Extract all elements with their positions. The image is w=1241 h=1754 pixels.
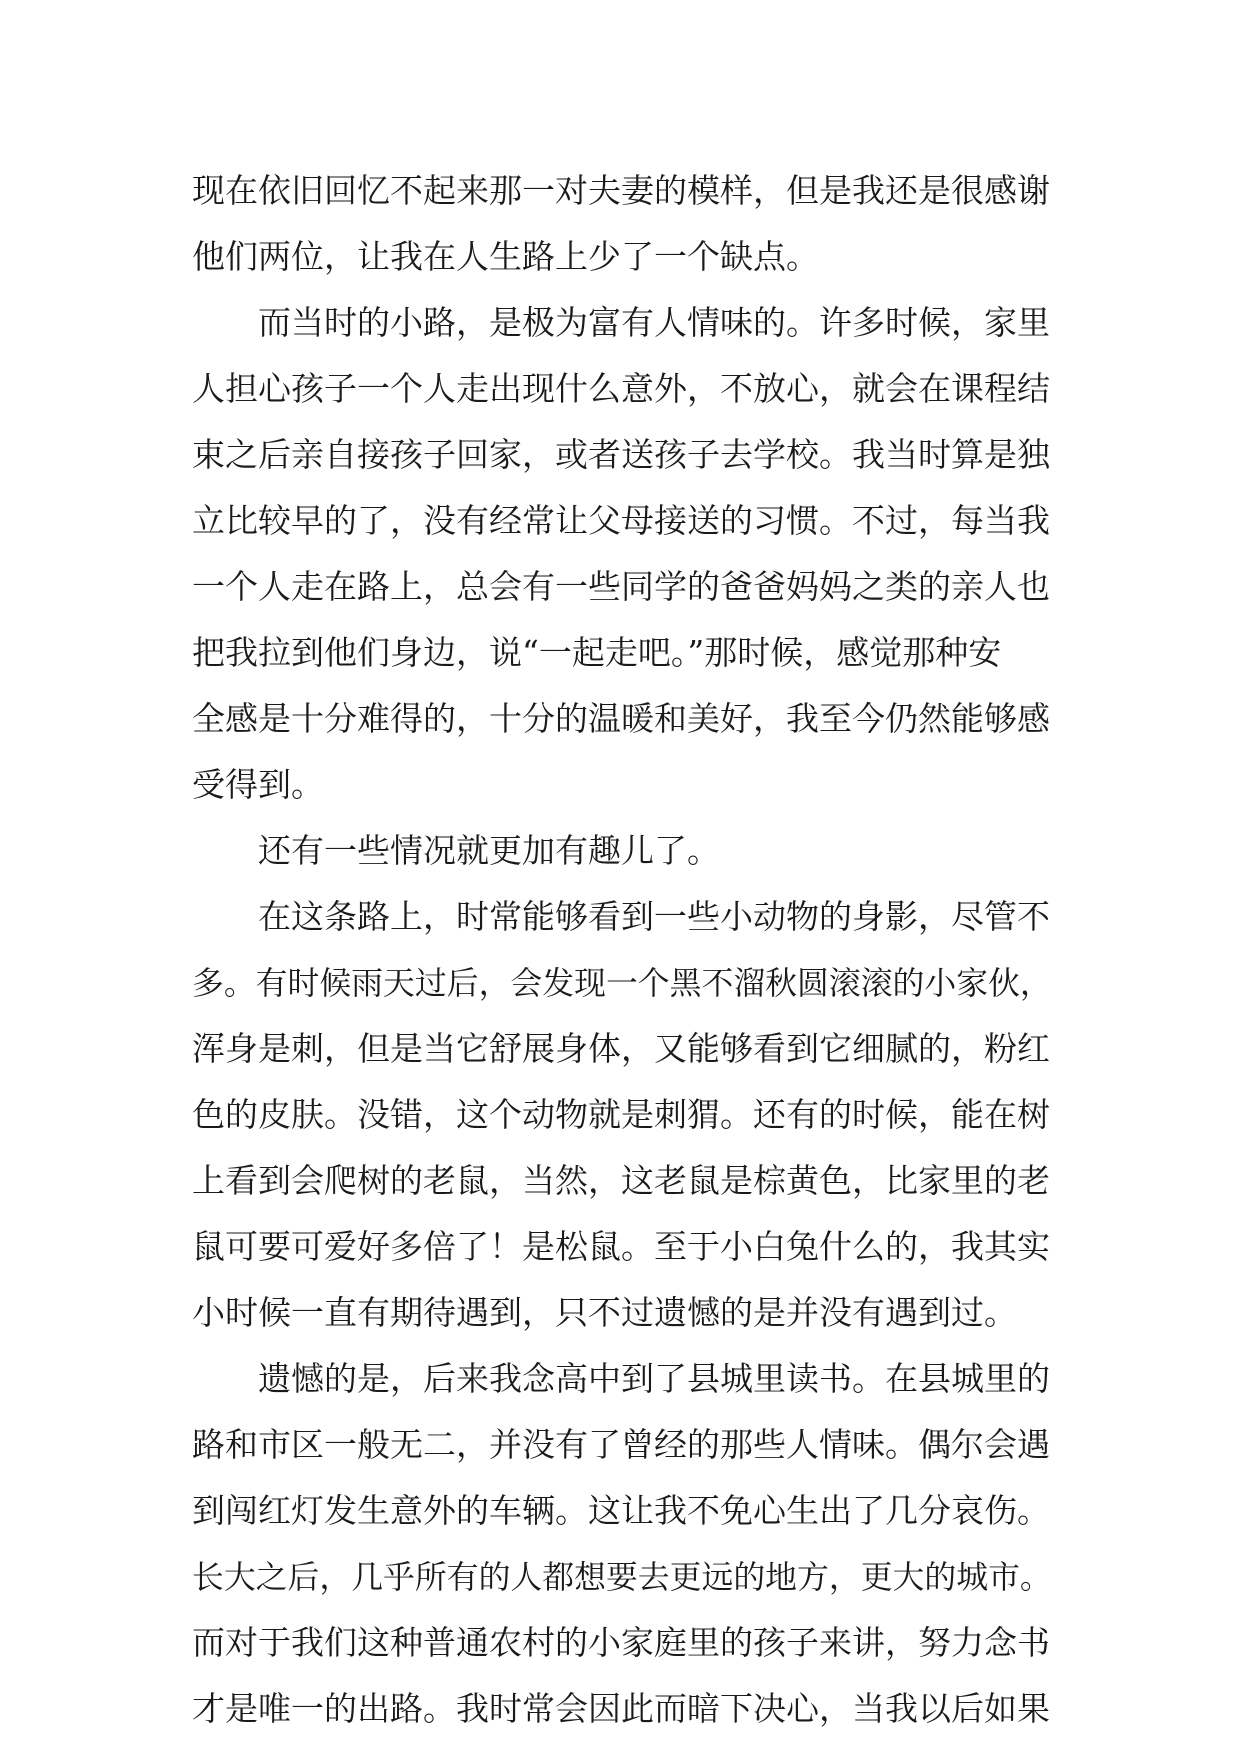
text-line: 才是唯一的出路。我时常会因此而暗下决心，当我以后如果 xyxy=(192,1689,1050,1728)
text-line: 在这条路上，时常能够看到一些小动物的身影，尽管不 xyxy=(258,897,1050,936)
text-line: 到闯红灯发生意外的车辆。这让我不免心生出了几分哀伤。 xyxy=(192,1491,1050,1530)
text-line: 还有一些情况就更加有趣儿了。 xyxy=(258,831,720,870)
text-line: 路和市区一般无二，并没有了曾经的那些人情味。偶尔会遇 xyxy=(192,1425,1050,1464)
text-line: 全感是十分难得的，十分的温暖和美好，我至今仍然能够感 xyxy=(192,699,1050,738)
text-line: 立比较早的了，没有经常让父母接送的习惯。不过，每当我 xyxy=(192,501,1050,540)
text-line: 而当时的小路，是极为富有人情味的。许多时候，家里 xyxy=(258,303,1050,342)
text-line: 鼠可要可爱好多倍了！是松鼠。至于小白兔什么的，我其实 xyxy=(192,1227,1050,1266)
text-line: 一个人走在路上，总会有一些同学的爸爸妈妈之类的亲人也 xyxy=(192,567,1050,606)
text-line: 束之后亲自接孩子回家，或者送孩子去学校。我当时算是独 xyxy=(192,435,1050,474)
text-line: 而对于我们这种普通农村的小家庭里的孩子来讲，努力念书 xyxy=(192,1623,1050,1662)
text-line: 上看到会爬树的老鼠，当然，这老鼠是棕黄色，比家里的老 xyxy=(192,1161,1050,1200)
text-line: 把我拉到他们身边，说“一起走吧。”那时候，感觉那种安 xyxy=(192,633,1002,672)
text-line: 小时候一直有期待遇到，只不过遗憾的是并没有遇到过。 xyxy=(192,1293,1017,1332)
text-line: 现在依旧回忆不起来那一对夫妻的模样，但是我还是很感谢 xyxy=(192,171,1050,210)
text-line: 人担心孩子一个人走出现什么意外，不放心，就会在课程结 xyxy=(192,369,1050,408)
text-line: 色的皮肤。没错，这个动物就是刺猬。还有的时候，能在树 xyxy=(192,1095,1050,1134)
text-line: 浑身是刺，但是当它舒展身体，又能够看到它细腻的，粉红 xyxy=(192,1029,1050,1068)
body-text xyxy=(192,158,1052,1742)
text-line: 受得到。 xyxy=(192,765,324,804)
text-line: 遗憾的是，后来我念高中到了县城里读书。在县城里的 xyxy=(258,1359,1050,1398)
text-line: 多。有时候雨天过后，会发现一个黑不溜秋圆滚滚的小家伙， xyxy=(192,964,1052,1002)
text-line: 他们两位，让我在人生路上少了一个缺点。 xyxy=(192,237,819,276)
text-line: 长大之后，几乎所有的人都想要去更远的地方，更大的城市。 xyxy=(192,1558,1052,1596)
